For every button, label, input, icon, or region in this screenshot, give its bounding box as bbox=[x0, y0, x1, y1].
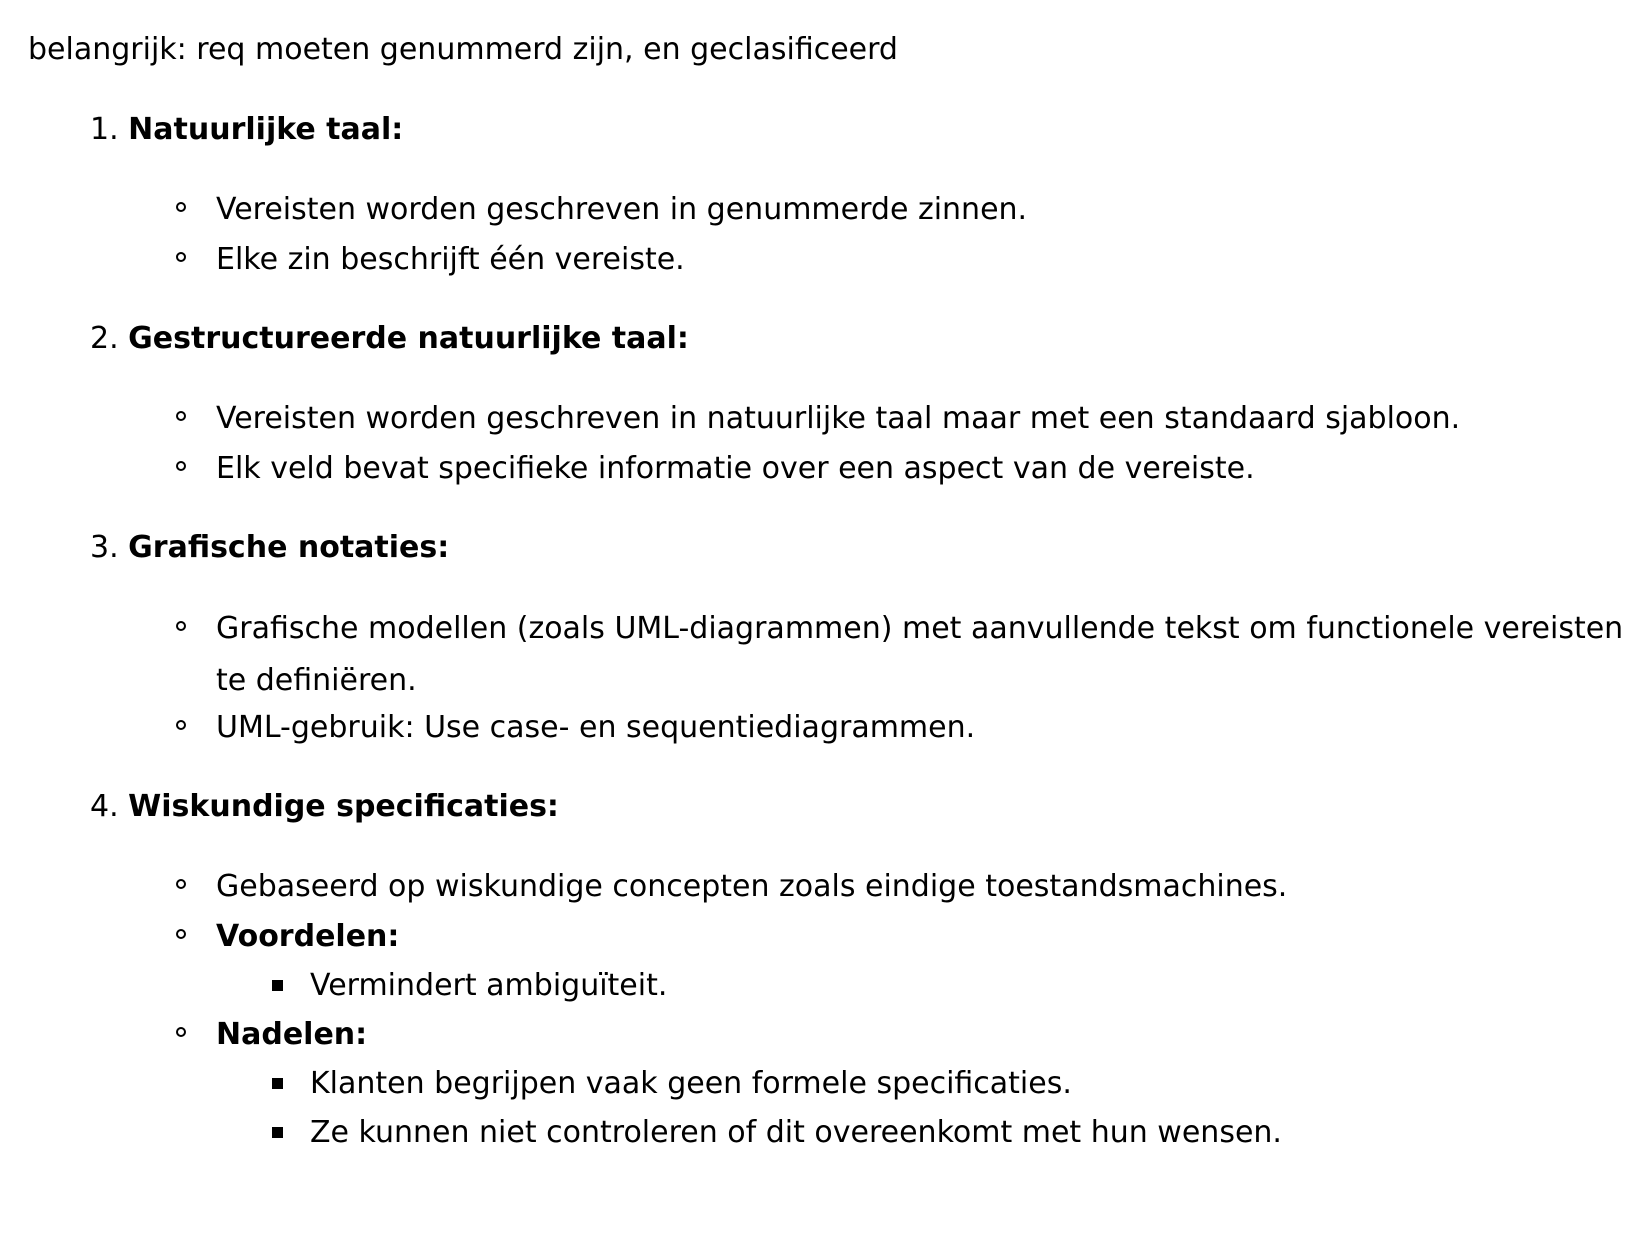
section-title: Gestructureerde natuurlijke taal: bbox=[128, 321, 689, 356]
section-title: Natuurlijke taal: bbox=[128, 112, 404, 147]
list-item-nadelen bbox=[216, 1009, 1636, 1061]
list-item-text: Elk veld bevat specifieke informatie over een aspect van de vereiste. bbox=[216, 451, 1255, 486]
list-item-text: Voordelen: bbox=[216, 919, 400, 954]
list-item-text: Nadelen: bbox=[216, 1017, 368, 1052]
list-item-text: Gebaseerd op wiskundige concepten zoals eindige toestandsmachines. bbox=[216, 869, 1288, 904]
circle-bullet-icon bbox=[176, 929, 186, 939]
circle-bullet-icon bbox=[176, 411, 186, 421]
list-item bbox=[216, 393, 1636, 445]
list-item bbox=[216, 603, 1636, 707]
sub-list-item bbox=[310, 1107, 1282, 1159]
sub-list-item-text: Vermindert ambiguïteit. bbox=[310, 968, 668, 1003]
list-item-text: Grafische modellen (zoals UML-diagrammen) met aanvullende tekst om functionele vereisten te definiëren. bbox=[216, 611, 1624, 698]
section-heading-1 bbox=[90, 110, 403, 150]
list-item-text: Elke zin beschrijft één vereiste. bbox=[216, 242, 685, 277]
sub-list-item-text: Klanten begrijpen vaak geen formele specificaties. bbox=[310, 1066, 1072, 1101]
list-item-text: Vereisten worden geschreven in natuurlijke taal maar met een standaard sjabloon. bbox=[216, 401, 1461, 436]
section-title: Grafische notaties: bbox=[128, 530, 450, 565]
square-bullet-icon bbox=[272, 1127, 283, 1138]
section-heading-3 bbox=[90, 528, 449, 568]
section-number: 4. bbox=[90, 789, 119, 824]
intro-note: belangrijk: req moeten genummerd zijn, en geclasificeerd bbox=[28, 32, 898, 67]
square-bullet-icon bbox=[272, 1078, 283, 1089]
list-item bbox=[216, 861, 1636, 913]
list-item bbox=[216, 184, 1636, 236]
list-item-text: UML-gebruik: Use case- en sequentiediagrammen. bbox=[216, 710, 976, 745]
circle-bullet-icon bbox=[176, 252, 186, 262]
sub-list-item bbox=[310, 960, 667, 1012]
section-heading-4 bbox=[90, 787, 559, 827]
circle-bullet-icon bbox=[176, 202, 186, 212]
circle-bullet-icon bbox=[176, 1027, 186, 1037]
section-title: Wiskundige specificaties: bbox=[128, 789, 559, 824]
circle-bullet-icon bbox=[176, 720, 186, 730]
sub-list-item-text: Ze kunnen niet controleren of dit overeenkomt met hun wensen. bbox=[310, 1115, 1282, 1150]
section-number: 2. bbox=[90, 321, 119, 356]
list-item-text: Vereisten worden geschreven in genummerde zinnen. bbox=[216, 192, 1028, 227]
square-bullet-icon bbox=[272, 980, 283, 991]
section-number: 1. bbox=[90, 112, 119, 147]
section-number: 3. bbox=[90, 530, 119, 565]
list-item bbox=[216, 443, 1636, 495]
list-item bbox=[216, 702, 1636, 754]
section-heading-2 bbox=[90, 319, 689, 359]
list-item bbox=[216, 234, 1636, 286]
sub-list-item bbox=[310, 1058, 1072, 1110]
circle-bullet-icon bbox=[176, 621, 186, 631]
list-item-voordelen bbox=[216, 911, 1636, 963]
circle-bullet-icon bbox=[176, 461, 186, 471]
circle-bullet-icon bbox=[176, 879, 186, 889]
